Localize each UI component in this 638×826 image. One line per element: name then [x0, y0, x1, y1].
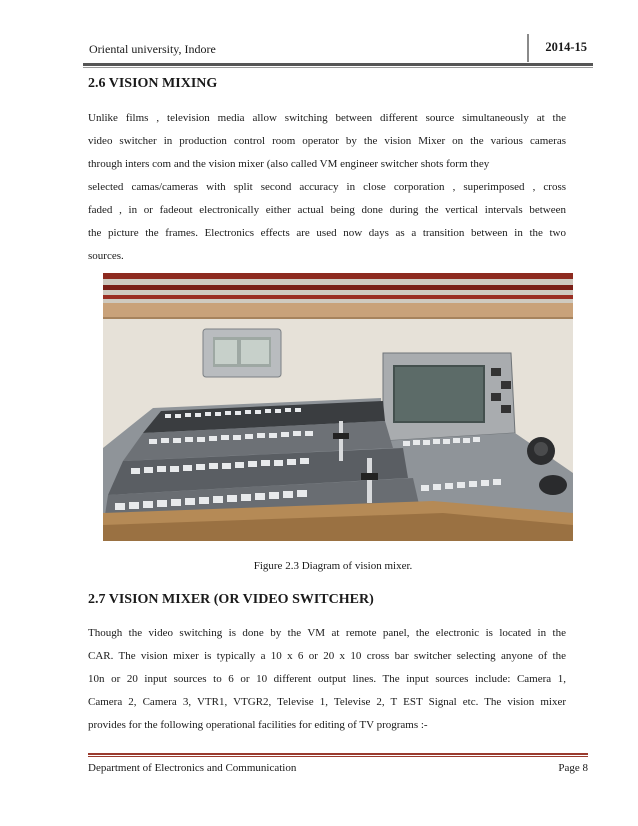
page-header [83, 32, 593, 64]
text-line: 10n or 20 input sources to 6 or 10 different output lines. The input sources include: Camera 1, [88, 673, 566, 685]
paragraph-video-switcher [88, 622, 566, 737]
text-line: CAR. The vision mixer is typically a 10 x 6 or 20 x 10 cross bar switcher selecting anyone of the [88, 650, 566, 662]
vision-mixer-photo [103, 273, 573, 541]
paragraph-vision-mixing [88, 107, 566, 268]
section-heading-vision-mixing: 2.6 VISION MIXING [88, 76, 218, 91]
text-line: through inters com and the vision mixer (also called VM engineer switcher shots form they [88, 158, 490, 170]
footer-page-number: Page 8 [558, 762, 588, 774]
header-divider [527, 34, 529, 62]
header-rule [83, 63, 593, 66]
text-line: Camera 2, Camera 3, VTR1, VTGR2, Televise 1, Televise 2, T EST Signal etc. The vision mixer [88, 696, 566, 708]
text-line: Unlike films , television media allow switching between different source simultaneously at the [88, 112, 566, 124]
footer-department: Department of Electronics and Communication [88, 762, 297, 774]
header-institution: Oriental university, Indore [89, 42, 216, 56]
footer-rule-thin [88, 756, 588, 757]
header-year: 2014-15 [545, 40, 587, 54]
footer-rule [88, 753, 588, 755]
text-line: sources. [88, 250, 124, 262]
figure-caption: Figure 2.3 Diagram of vision mixer. [253, 560, 413, 572]
text-line: faded , in or fadeout electronically either actual being done during the vertical intervals between [88, 204, 566, 216]
text-line: video switcher in production control room operator by the vision Mixer on the various cameras [88, 135, 566, 147]
text-line: selected camas/cameras with split second accuracy in close corporation , superimposed , cross [88, 181, 566, 193]
text-line: Though the video switching is done by the VM at remote panel, the electronic is located in the [88, 627, 566, 639]
text-line: provides for the following operational facilities for editing of TV programs :- [88, 719, 428, 731]
text-line: the picture the frames. Electronics effects are used now days as a transition between in the two [88, 227, 566, 239]
header-rule-thin [83, 67, 593, 68]
section-heading-video-switcher: 2.7 VISION MIXER (OR VIDEO SWITCHER) [88, 592, 374, 607]
